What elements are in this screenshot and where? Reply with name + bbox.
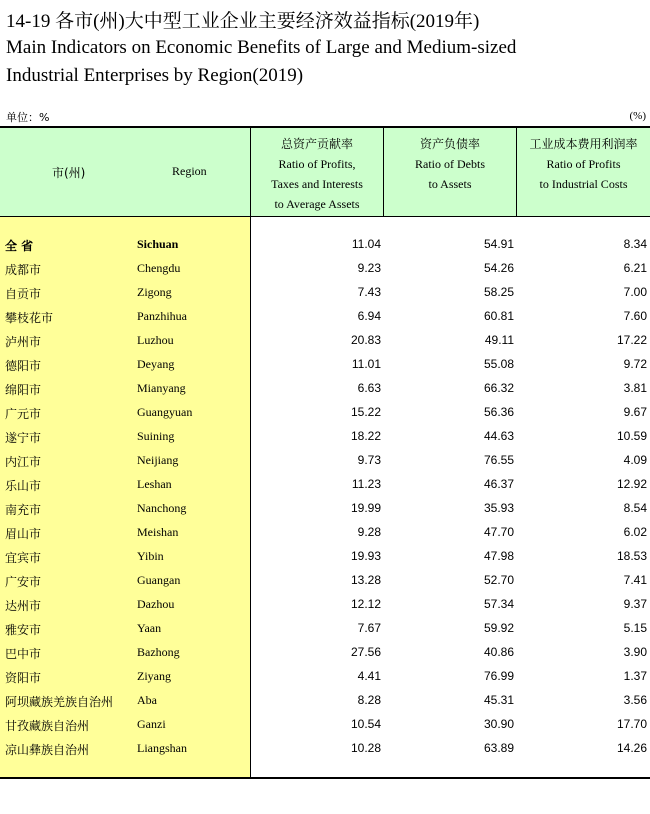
value-debt-ratio: 59.92 — [483, 621, 514, 635]
value-cost-profit: 3.56 — [623, 693, 647, 707]
region-name-en: Leshan — [137, 477, 172, 491]
region-name-cn: 成都市 — [5, 263, 42, 277]
region-name-en: Aba — [137, 693, 157, 707]
region-name-cn: 阿坝藏族羌族自治州 — [5, 695, 114, 709]
region-name-cn: 德阳市 — [5, 359, 42, 373]
value-assets-contribution: 7.43 — [357, 285, 381, 299]
value-debt-ratio: 63.89 — [483, 741, 514, 755]
region-name-en: Dazhou — [137, 597, 175, 611]
value-debt-ratio: 46.37 — [483, 477, 514, 491]
table-row — [0, 257, 650, 281]
region-name-cn: 广安市 — [5, 575, 42, 589]
value-debt-ratio: 76.99 — [483, 669, 514, 683]
value-cost-profit: 3.90 — [623, 645, 647, 659]
header-city-cn: 市(州) — [52, 166, 86, 180]
value-debt-ratio: 47.98 — [483, 549, 514, 563]
header-region-en: Region — [172, 164, 207, 178]
header-col1-cn: 总资产贡献率 — [280, 137, 353, 151]
value-debt-ratio: 40.86 — [483, 645, 514, 659]
region-name-cn: 绵阳市 — [5, 383, 42, 397]
value-cost-profit: 18.53 — [616, 549, 647, 563]
region-name-en: Yaan — [137, 621, 162, 635]
value-cost-profit: 4.09 — [623, 453, 647, 467]
region-name-cn: 宜宾市 — [5, 551, 42, 565]
value-cost-profit: 6.21 — [623, 261, 647, 275]
region-name-cn: 乐山市 — [5, 479, 42, 493]
region-name-en: Deyang — [137, 357, 175, 371]
value-assets-contribution: 9.23 — [357, 261, 381, 275]
header-col1-en1: Ratio of Profits, — [278, 157, 356, 171]
table-row — [0, 689, 650, 713]
value-cost-profit: 8.34 — [623, 237, 647, 251]
value-assets-contribution: 19.93 — [350, 549, 381, 563]
value-cost-profit: 14.26 — [616, 741, 647, 755]
header-col-debt-ratio — [384, 128, 516, 216]
region-name-en: Zigong — [137, 285, 172, 299]
region-name-en: Guangan — [137, 573, 181, 587]
value-assets-contribution: 4.41 — [357, 669, 381, 683]
bottom-rule — [0, 777, 650, 779]
region-name-en: Bazhong — [137, 645, 180, 659]
header-col3-cn: 工业成本费用利润率 — [529, 137, 638, 151]
table-row — [0, 545, 650, 569]
region-name-cn: 广元市 — [5, 407, 42, 421]
value-debt-ratio: 54.26 — [483, 261, 514, 275]
region-name-cn: 攀枝花市 — [5, 311, 54, 325]
region-name-cn: 巴中市 — [5, 647, 42, 661]
table-row — [0, 281, 650, 305]
value-debt-ratio: 45.31 — [483, 693, 514, 707]
header-region-cell — [0, 128, 250, 216]
value-assets-contribution: 6.94 — [357, 309, 381, 323]
header-divider-2 — [383, 128, 384, 216]
value-debt-ratio: 57.34 — [483, 597, 514, 611]
value-cost-profit: 7.41 — [623, 573, 647, 587]
value-assets-contribution: 7.67 — [357, 621, 381, 635]
value-cost-profit: 10.59 — [616, 429, 647, 443]
table-row — [0, 329, 650, 353]
table-row — [0, 425, 650, 449]
region-name-en: Luzhou — [137, 333, 174, 347]
region-name-cn: 雅安市 — [5, 623, 42, 637]
region-name-cn: 自贡市 — [5, 287, 42, 301]
region-name-cn: 资阳市 — [5, 671, 42, 685]
region-name-cn: 遂宁市 — [5, 431, 42, 445]
value-debt-ratio: 55.08 — [483, 357, 514, 371]
table-row — [0, 473, 650, 497]
value-assets-contribution: 15.22 — [350, 405, 381, 419]
header-col2-en1: Ratio of Debts — [415, 157, 485, 171]
value-cost-profit: 17.22 — [616, 333, 647, 347]
value-debt-ratio: 66.32 — [483, 381, 514, 395]
value-debt-ratio: 47.70 — [483, 525, 514, 539]
table-row — [0, 713, 650, 737]
table-title-en-line2: Industrial Enterprises by Region(2019) — [6, 65, 304, 86]
value-debt-ratio: 60.81 — [483, 309, 514, 323]
value-cost-profit: 3.81 — [623, 381, 647, 395]
region-name-cn: 甘孜藏族自治州 — [5, 719, 90, 733]
header-col3-en2: to Industrial Costs — [539, 177, 628, 191]
header-col-cost-profit — [517, 128, 650, 216]
region-name-en: Neijiang — [137, 453, 179, 467]
header-col1-en2: Taxes and Interests — [271, 177, 363, 191]
table-row — [0, 377, 650, 401]
region-name-cn: 凉山彝族自治州 — [5, 743, 90, 757]
value-cost-profit: 17.70 — [616, 717, 647, 731]
table-row — [0, 641, 650, 665]
value-assets-contribution: 27.56 — [350, 645, 381, 659]
header-col1-en3: to Average Assets — [274, 197, 360, 211]
table-row — [0, 497, 650, 521]
value-assets-contribution: 9.73 — [357, 453, 381, 467]
region-name-en: Meishan — [137, 525, 179, 539]
value-cost-profit: 9.37 — [623, 597, 647, 611]
value-debt-ratio: 52.70 — [483, 573, 514, 587]
value-cost-profit: 9.67 — [623, 405, 647, 419]
table-row — [0, 593, 650, 617]
value-cost-profit: 8.54 — [623, 501, 647, 515]
region-name-cn: 内江市 — [5, 455, 42, 469]
region-name-cn: 泸州市 — [5, 335, 42, 349]
table-row — [0, 521, 650, 545]
header-col3-en1: Ratio of Profits — [546, 157, 621, 171]
region-name-en: Mianyang — [137, 381, 186, 395]
value-assets-contribution: 18.22 — [350, 429, 381, 443]
value-cost-profit: 9.72 — [623, 357, 647, 371]
table-row — [0, 449, 650, 473]
region-name-en: Sichuan — [137, 237, 179, 251]
value-assets-contribution: 13.28 — [350, 573, 381, 587]
value-debt-ratio: 56.36 — [483, 405, 514, 419]
header-divider-1 — [250, 128, 251, 216]
unit-label-right: (%) — [629, 110, 646, 122]
unit-label: 单位：% — [6, 111, 50, 124]
value-debt-ratio: 76.55 — [483, 453, 514, 467]
value-debt-ratio: 49.11 — [484, 333, 514, 347]
table-title-cn: 14-19 各市(州)大中型工业企业主要经济效益指标(2019年) — [6, 11, 480, 32]
header-divider-3 — [516, 128, 517, 216]
region-name-en: Yibin — [137, 549, 164, 563]
table-row — [0, 737, 650, 761]
value-assets-contribution: 10.54 — [350, 717, 381, 731]
value-debt-ratio: 58.25 — [483, 285, 514, 299]
value-debt-ratio: 54.91 — [483, 237, 514, 251]
value-assets-contribution: 20.83 — [350, 333, 381, 347]
region-name-cn: 南充市 — [5, 503, 42, 517]
value-assets-contribution: 11.04 — [351, 237, 381, 251]
value-assets-contribution: 19.99 — [350, 501, 381, 515]
region-name-cn: 全 省 — [5, 239, 34, 253]
value-debt-ratio: 30.90 — [483, 717, 514, 731]
value-assets-contribution: 8.28 — [357, 693, 381, 707]
region-name-en: Ziyang — [137, 669, 171, 683]
value-debt-ratio: 44.63 — [483, 429, 514, 443]
region-name-cn: 达州市 — [5, 599, 42, 613]
region-name-en: Liangshan — [137, 741, 187, 755]
value-cost-profit: 12.92 — [616, 477, 647, 491]
region-name-en: Suining — [137, 429, 175, 443]
value-assets-contribution: 10.28 — [350, 741, 381, 755]
header-col-assets-contribution — [251, 128, 383, 216]
region-name-en: Ganzi — [137, 717, 166, 731]
table-row — [0, 569, 650, 593]
region-name-en: Guangyuan — [137, 405, 193, 419]
value-debt-ratio: 35.93 — [483, 501, 514, 515]
value-cost-profit: 7.00 — [623, 285, 647, 299]
value-assets-contribution: 12.12 — [350, 597, 381, 611]
table-title-en-line1: Main Indicators on Economic Benefits of Large and Medium-sized — [6, 37, 517, 58]
value-cost-profit: 1.37 — [623, 669, 647, 683]
region-name-en: Nanchong — [137, 501, 187, 515]
value-assets-contribution: 11.01 — [351, 357, 381, 371]
region-name-en: Chengdu — [137, 261, 181, 275]
table-row — [0, 305, 650, 329]
header-col2-cn: 资产负债率 — [419, 137, 480, 151]
table-row — [0, 401, 650, 425]
table-row — [0, 233, 650, 257]
value-cost-profit: 7.60 — [623, 309, 647, 323]
table-row — [0, 353, 650, 377]
region-name-en: Panzhihua — [137, 309, 187, 323]
value-assets-contribution: 9.28 — [357, 525, 381, 539]
value-assets-contribution: 11.23 — [351, 477, 381, 491]
value-cost-profit: 5.15 — [623, 621, 647, 635]
table-row — [0, 665, 650, 689]
value-cost-profit: 6.02 — [623, 525, 647, 539]
region-name-cn: 眉山市 — [5, 527, 42, 541]
value-assets-contribution: 6.63 — [357, 381, 381, 395]
header-col2-en2: to Assets — [428, 177, 472, 191]
table-row — [0, 617, 650, 641]
